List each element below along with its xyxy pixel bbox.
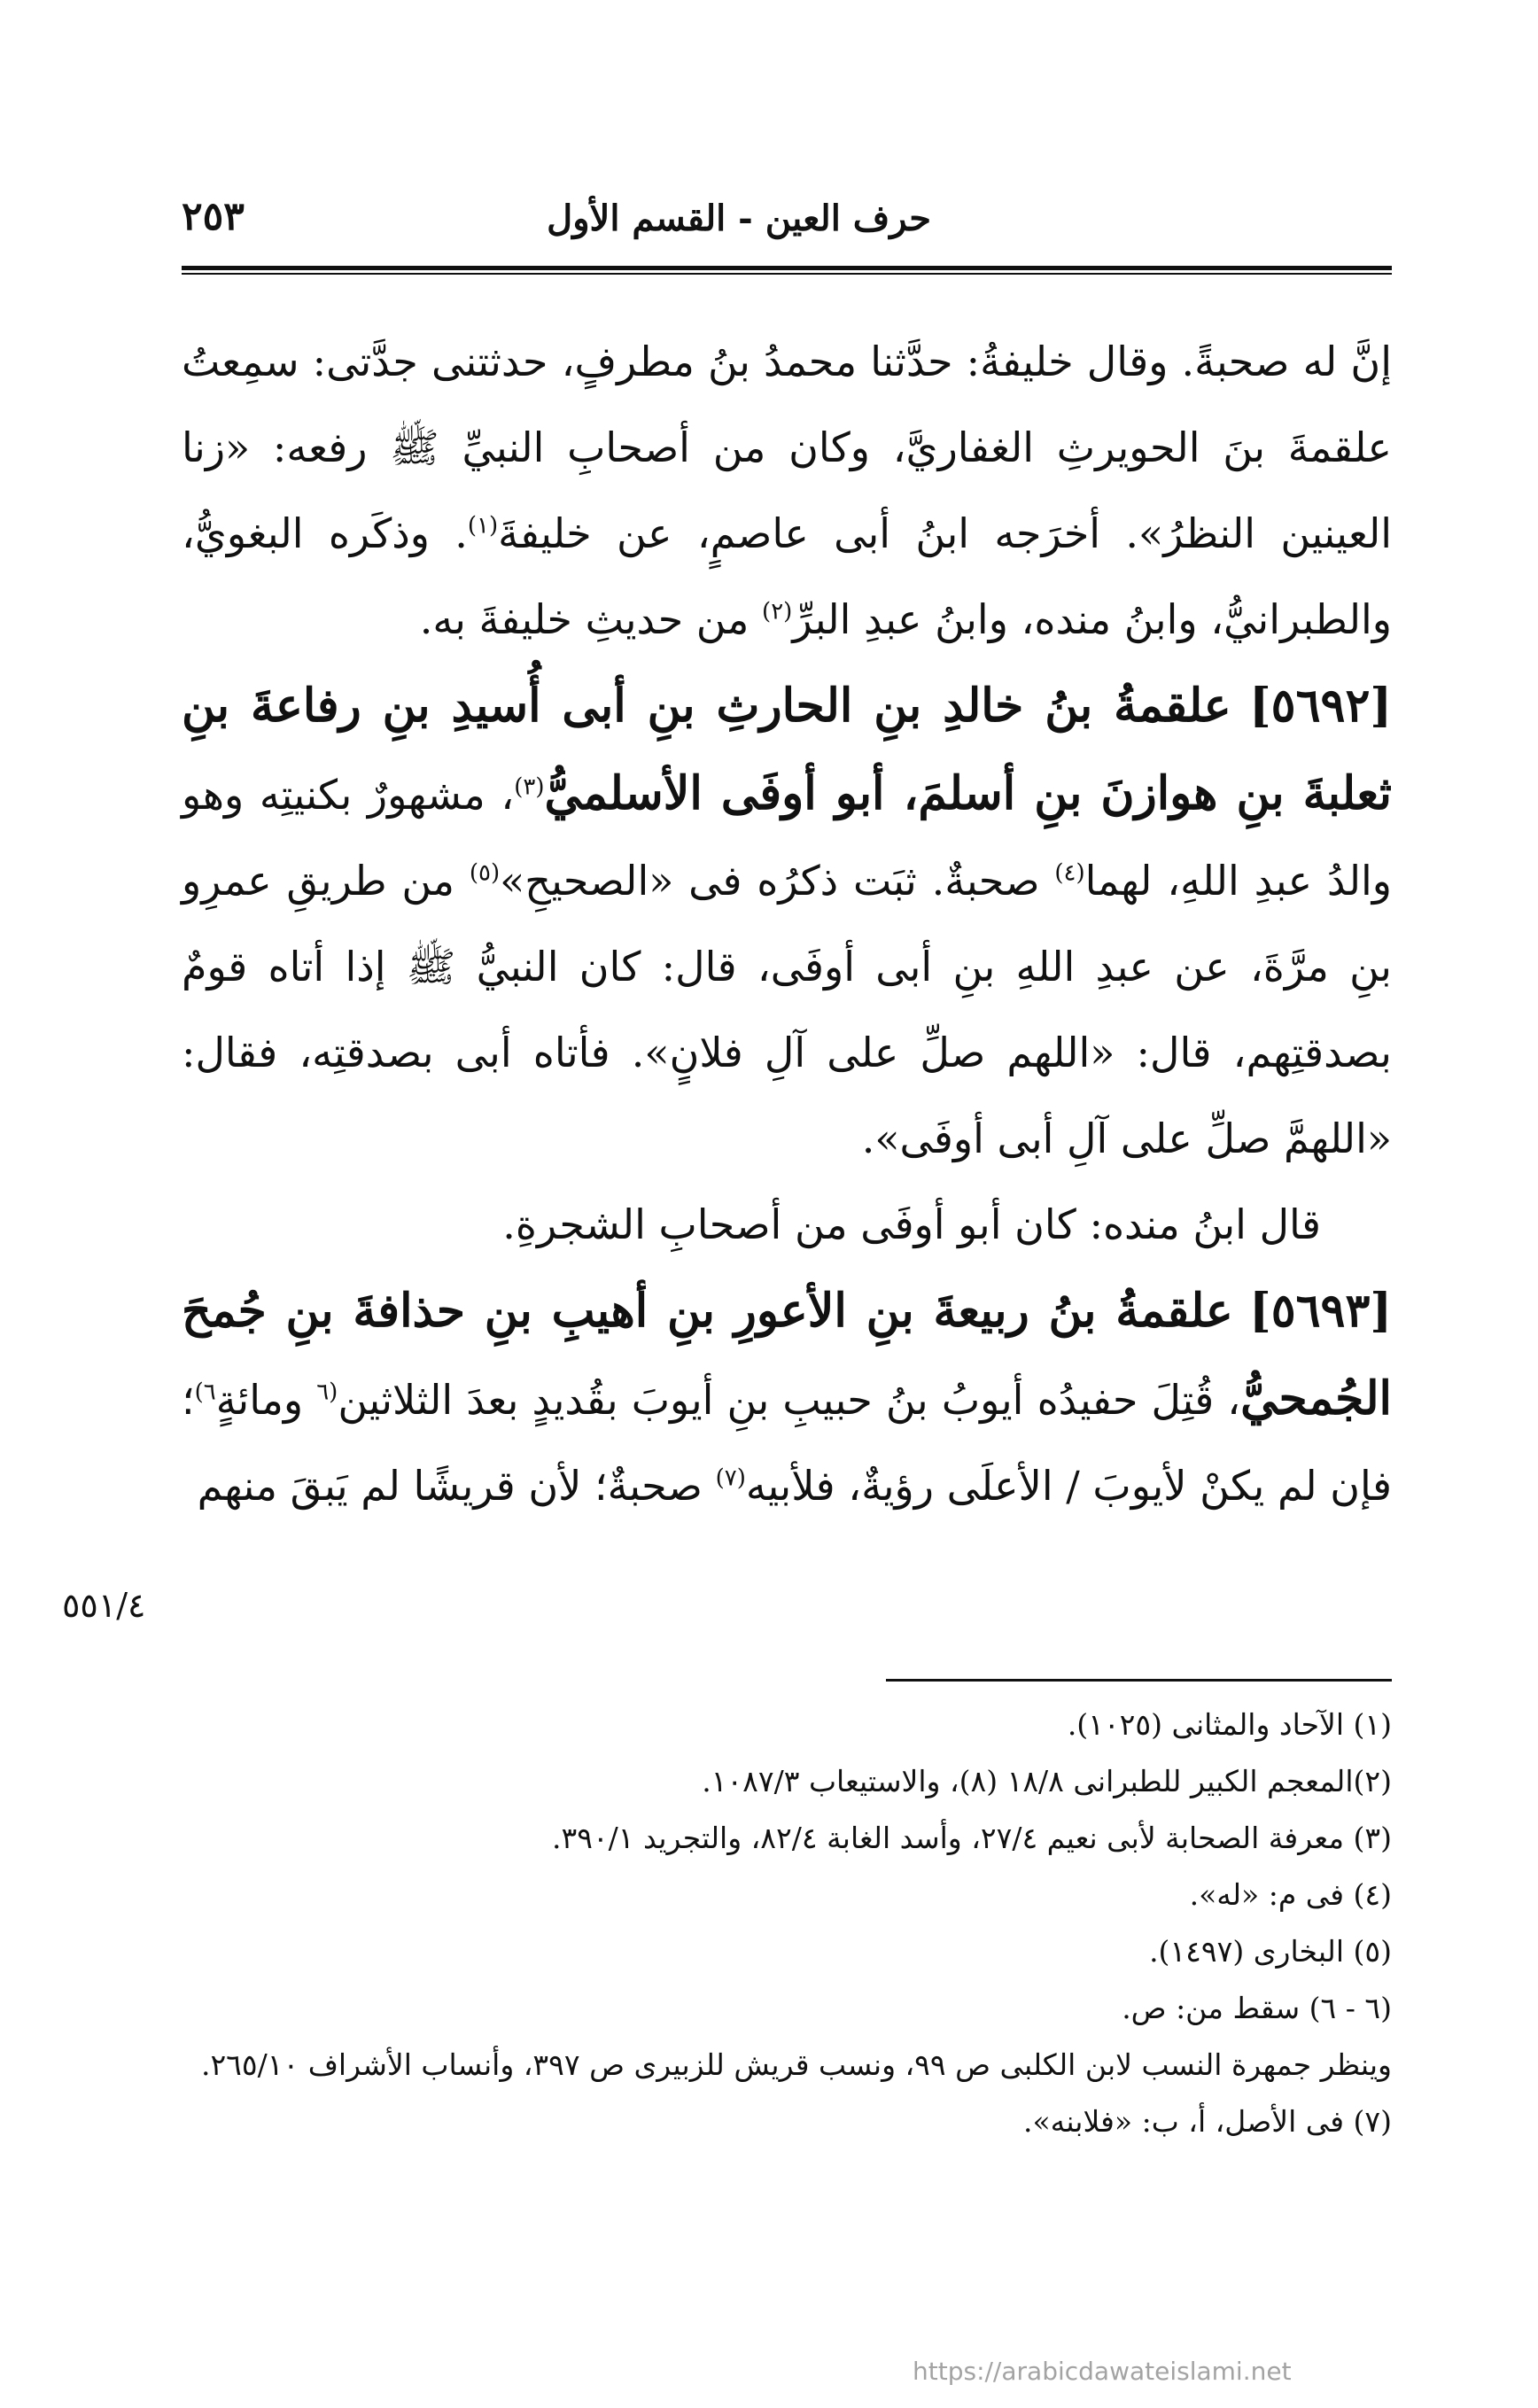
- entry-5692: [٥٦٩٢] علقمةُ بنُ خالدِ بنِ الحارثِ بنِ أبى أُسيدِ بنِ رفاعةَ بنِ ثعلبةَ بنِ هوازنَ بنِ أسلمَ، أبو أوفَى الأسلميُّ$^{(٣)}$، مشهورٌ بكنيتِه وهو والدُ عبدِ اللهِ، لهما$^{(٤)}$ صحبةٌ. ثبَت ذكرُه فى «الصحيحِ»$^{(٥)}$ من طريقِ عمرِو بنِ مرَّةَ، عن عبدِ اللهِ بنِ أبى أوفَى، قال: كان النبيُّ ﷺ إذا أتاه قومٌ بصدقتِهم، قال: «اللهم صلِّ على آلِ فلانٍ». فأتاه أبى بصدقتِه، فقال: «اللهمَّ صلِّ على آلِ أبى أوفَى».: [182, 679, 1392, 1162]
- footnote-marker-6b: ٦): [194, 1379, 216, 1406]
- watermark-url: https://arabicdawateislami.net: [913, 2357, 1292, 2386]
- footnote-marker-1: (١): [467, 512, 499, 540]
- footnote-1: (١) الآحاد والمثانى (١٠٢٥).: [1067, 1707, 1392, 1742]
- footnote-marker-6a: (٦: [316, 1379, 338, 1406]
- main-text: [182, 319, 1392, 1529]
- footnote-5: (٥) البخارى (١٤٩٧).: [1149, 1934, 1392, 1969]
- entry-number: [٥٦٩٣]: [1249, 1284, 1393, 1338]
- page-header: [182, 190, 1392, 252]
- entry-name: علقمةُ بنُ خالدِ بنِ الحارثِ بنِ أبى أُسيدِ بنِ رفاعةَ بنِ ثعلبةَ بنِ هوازنَ بنِ أسلمَ، أبو أوفَى الأسلميُّ: [182, 679, 1392, 820]
- footnote-marker-7: (٧): [715, 1464, 746, 1492]
- footnote-3: (٣) معرفة الصحابة لأبى نعيم ٢٧/٤، وأسد الغابة ٨٢/٤، والتجريد ٣٩٠/١.: [552, 1821, 1392, 1855]
- entry-5692-closing: قال ابنُ منده: كان أبو أوفَى من أصحابِ الشجرةِ.: [502, 1200, 1321, 1248]
- entry-5693: [٥٦٩٣] علقمةُ بنُ ربيعةَ بنِ الأعورِ بنِ أهيبِ بنِ حذافةَ بنِ جُمحَ الجُمحيُّ، قُتِلَ حفيدُه أيوبُ بنُ حبيبِ بنِ أيوبَ بقُديدٍ بعدَ الثلاثين$^{(٦}$ ومائةٍ$^{٦)}$؛ فإن لم يكنْ لأيوبَ / الأعلَى رؤيةٌ، فلأبيه$^{(٧)}$ صحبةٌ؛ لأن قريشًا لم يَبقَ منهم: [182, 1284, 1393, 1510]
- footnote-6: (٦ - ٦) سقط من: ص.: [1122, 1991, 1392, 2025]
- footnote-4: (٤) فى م: «له».: [1189, 1877, 1392, 1912]
- footnote-marker-4: (٤): [1054, 859, 1085, 887]
- paragraph-intro: إنَّ له صحبةً. وقال خليفةُ: حدَّثنا محمدُ بنُ مطرفٍ، حدثتنى جدَّتى: سمِعتُ علقمةَ بنَ الحويرثِ الغفاريَّ، وكان من أصحابِ النبيِّ ﷺ رفعه: «زنا العينين النظرُ». أخرَجه ابنُ أبى عاصمٍ، عن خليفةَ$^{(١)}$. وذكَره البغويُّ، والطبرانيُّ، وابنُ منده، وابنُ عبدِ البرِّ$^{(٢)}$ من حديثِ خليفةَ به.: [182, 338, 1393, 643]
- footnote-rule: [886, 1679, 1392, 1682]
- entry-number: [٥٦٩٢]: [1249, 679, 1392, 733]
- footnote-marker-2: (٢): [762, 598, 793, 625]
- footnote-marker-5: (٥): [469, 859, 501, 887]
- footnotes: [182, 1697, 1392, 2150]
- margin-reference: ٥٥١/٤: [62, 1586, 146, 1625]
- footnote-marker-3: (٣): [514, 773, 545, 801]
- footnote-7: (٧) فى الأصل، أ، ب: «فلابنه».: [1022, 2104, 1392, 2139]
- footnote-2: (٢)المعجم الكبير للطبرانى ١٨/٨ (٨)، والاستيعاب ١٠٨٧/٣.: [702, 1764, 1392, 1798]
- header-rule: [182, 266, 1392, 275]
- footnote-6-continued: وينظر جمهرة النسب لابن الكلبى ص ٩٩، ونسب قريش للزبيرى ص ٣٩٧، وأنساب الأشراف ٢٦٥/١٠.: [200, 2047, 1392, 2082]
- running-head: حرف العين - القسم الأول: [547, 198, 931, 239]
- page-number: ٢٥٣: [182, 194, 245, 239]
- entry-name: علقمةُ بنُ ربيعةَ بنِ الأعورِ بنِ أهيبِ بنِ حذافةَ بنِ جُمحَ الجُمحيُّ: [182, 1284, 1392, 1425]
